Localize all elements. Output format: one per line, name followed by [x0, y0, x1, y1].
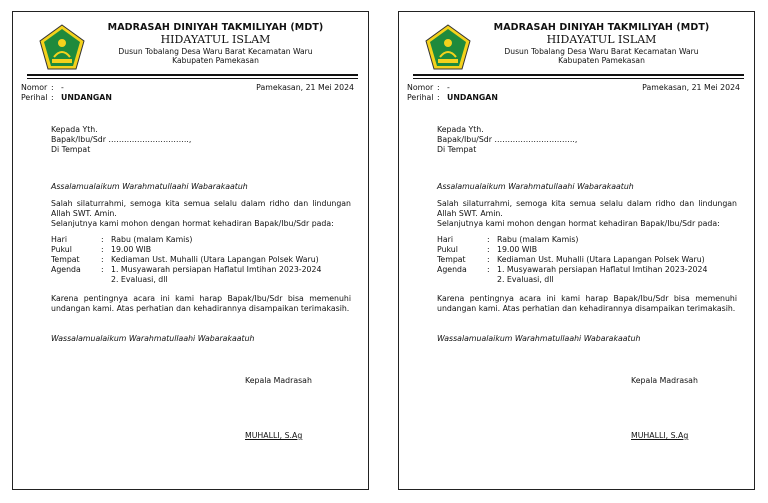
recipient-block: [437, 125, 577, 155]
perihal-label: Perihal: [407, 93, 434, 102]
detail-value: Rabu (malam Kamis): [497, 235, 579, 244]
detail-colon: :: [487, 235, 490, 244]
event-details: [51, 235, 321, 285]
signature-title: Kepala Madrasah: [631, 376, 698, 385]
header-rule-thick: [27, 74, 358, 76]
institution-name: MADRASAH DINIYAH TAKMILIYAH (MDT): [493, 22, 710, 33]
body-paragraph-1: Salah silaturrahmi, semoga kita semua selalu dalam ridho dan lindungan Allah SWT. Amin.: [437, 199, 737, 218]
recipient-line-2: Bapak/Ibu/Sdr ………………………….,: [51, 135, 192, 144]
detail-colon: :: [101, 245, 104, 254]
detail-label: Tempat: [437, 255, 466, 264]
detail-colon: :: [101, 255, 104, 264]
body-paragraph-3: Karena pentingnya acara ini kami harap Bapak/Ibu/Sdr bisa memenuhi undangan kami. Atas perhatian dan kehadirannya disampaikan terimakasih.: [437, 294, 737, 313]
school-name: HIDAYATUL ISLAM: [546, 33, 657, 47]
event-details: [437, 235, 707, 285]
address-line-2: Kabupaten Pamekasan: [558, 55, 645, 65]
recipient-line-3: Di Tempat: [437, 145, 477, 154]
detail-label: Pukul: [51, 245, 72, 254]
signature-name: MUHALLI, S.Ag: [631, 431, 689, 440]
perihal-label: Perihal: [21, 93, 48, 102]
letter-page-right: [398, 11, 755, 490]
address-line-2: Kabupaten Pamekasan: [172, 55, 259, 65]
greeting: Assalamualaikum Warahmatullaahi Wabarakaatuh: [437, 182, 634, 191]
letter-meta: [21, 83, 112, 103]
letter-date: Pamekasan, 21 Mei 2024: [642, 83, 740, 92]
nomor-label: Nomor: [21, 83, 48, 92]
header-rule-thin: [27, 78, 358, 79]
address-line-1: Dusun Tobalang Desa Waru Barat Kecamatan Waru: [504, 46, 699, 56]
recipient-line-2: Bapak/Ibu/Sdr ………………………….,: [437, 135, 578, 144]
body-paragraph-3: Karena pentingnya acara ini kami harap Bapak/Ibu/Sdr bisa memenuhi undangan kami. Atas perhatian dan kehadirannya disampaikan terimakasih.: [51, 294, 351, 313]
perihal-value: UNDANGAN: [61, 93, 112, 102]
nomor-value: -: [447, 83, 450, 92]
detail-colon: :: [487, 245, 490, 254]
detail-label: Hari: [437, 235, 454, 244]
detail-label: Hari: [51, 235, 68, 244]
header-rule-thick: [413, 74, 744, 76]
school-name: HIDAYATUL ISLAM: [160, 33, 271, 47]
institution-name: MADRASAH DINIYAH TAKMILIYAH (MDT): [107, 22, 324, 33]
detail-value: 19.00 WIB: [111, 245, 152, 254]
closing-greeting: Wassalamualaikum Warahmatullaahi Wabarakaatuh: [437, 334, 641, 343]
nomor-colon: :: [437, 83, 440, 92]
recipient-line-1: Kepada Yth.: [51, 125, 98, 134]
body-opening: [437, 199, 737, 229]
letter-date: Pamekasan, 21 Mei 2024: [256, 83, 354, 92]
letterhead: [459, 23, 744, 65]
perihal-value: UNDANGAN: [447, 93, 498, 102]
detail-value: Kediaman Ust. Muhalli (Utara Lapangan Polsek Waru): [497, 255, 705, 264]
signature-name: MUHALLI, S.Ag: [245, 431, 303, 440]
letterhead: [73, 23, 358, 65]
detail-colon: :: [487, 255, 490, 264]
closing-greeting: Wassalamualaikum Warahmatullaahi Wabarakaatuh: [51, 334, 255, 343]
nomor-label: Nomor: [407, 83, 434, 92]
agenda-item-2: 2. Evaluasi, dll: [497, 275, 554, 284]
nomor-colon: :: [51, 83, 54, 92]
perihal-colon: :: [437, 93, 440, 102]
header-rule-thin: [413, 78, 744, 79]
detail-label: Agenda: [51, 265, 81, 274]
detail-colon: :: [487, 265, 490, 274]
detail-label: Agenda: [437, 265, 467, 274]
body-paragraph-2: Selanjutnya kami mohon dengan hormat kehadiran Bapak/Ibu/Sdr pada:: [437, 219, 720, 228]
detail-value: Kediaman Ust. Muhalli (Utara Lapangan Polsek Waru): [111, 255, 319, 264]
address-line-1: Dusun Tobalang Desa Waru Barat Kecamatan Waru: [118, 46, 313, 56]
greeting: Assalamualaikum Warahmatullaahi Wabarakaatuh: [51, 182, 248, 191]
body-paragraph-1: Salah silaturrahmi, semoga kita semua selalu dalam ridho dan lindungan Allah SWT. Amin.: [51, 199, 351, 218]
detail-value: 1. Musyawarah persiapan Haflatul Imtihan 2023-2024: [111, 265, 322, 274]
detail-value: 1. Musyawarah persiapan Haflatul Imtihan 2023-2024: [497, 265, 708, 274]
nomor-value: -: [61, 83, 64, 92]
perihal-colon: :: [51, 93, 54, 102]
agenda-item-2: 2. Evaluasi, dll: [111, 275, 168, 284]
detail-colon: :: [101, 265, 104, 274]
letter-meta: [407, 83, 498, 103]
letter-page-left: [12, 11, 369, 490]
body-opening: [51, 199, 351, 229]
signature-title: Kepala Madrasah: [245, 376, 312, 385]
recipient-block: [51, 125, 191, 155]
detail-label: Pukul: [437, 245, 458, 254]
detail-value: Rabu (malam Kamis): [111, 235, 193, 244]
detail-label: Tempat: [51, 255, 80, 264]
recipient-line-1: Kepada Yth.: [437, 125, 484, 134]
detail-colon: :: [101, 235, 104, 244]
recipient-line-3: Di Tempat: [51, 145, 91, 154]
body-paragraph-2: Selanjutnya kami mohon dengan hormat kehadiran Bapak/Ibu/Sdr pada:: [51, 219, 334, 228]
detail-value: 19.00 WIB: [497, 245, 538, 254]
